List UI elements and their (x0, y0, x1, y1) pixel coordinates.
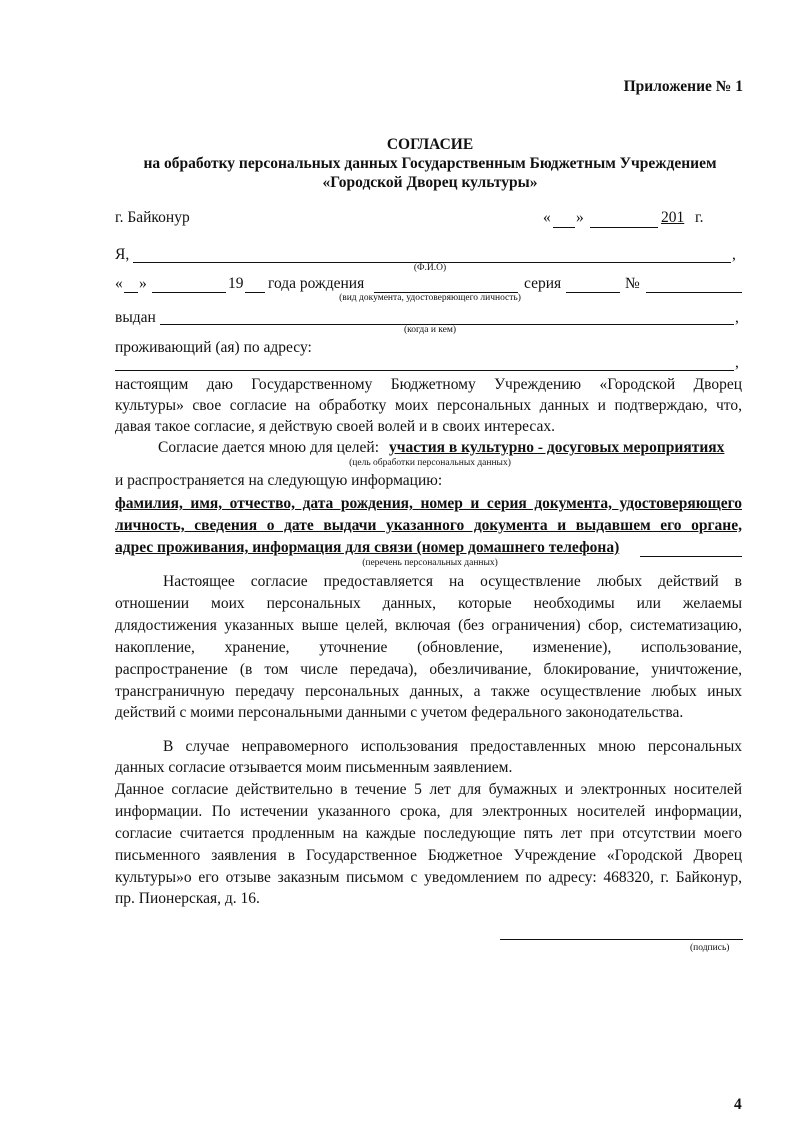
document-title: СОГЛАСИЕ (386, 136, 474, 153)
purpose-value: участия в культурно - досуговых мероприятиях (389, 439, 725, 456)
series-field[interactable] (566, 292, 620, 293)
para3-line-4: письменного заявления в Государственное Бюджетное Учреждение «Городской Дворец (115, 847, 742, 864)
scope-intro: и распространяется на следующую информацию: (115, 472, 443, 489)
date-year-suffix: г. (695, 209, 704, 226)
address-field[interactable] (115, 370, 734, 371)
scope-line-3: адрес проживания, информация для связи (номер домашнего телефона) (115, 539, 620, 556)
para3-line-6: пр. Пионерская, д. 16. (115, 890, 260, 907)
signature-field[interactable] (500, 939, 743, 940)
para3-line-3: согласие считается продленным на каждые последующие пять лет при отсутствии моего (115, 825, 742, 842)
city: г. Байконур (115, 209, 190, 226)
number-field[interactable] (646, 292, 742, 293)
document-subtitle-line-2: «Городской Дворец культуры» (322, 174, 538, 191)
para1-line-4: накопление, хранение, уточнение (обновление, изменение), использование, (115, 639, 742, 656)
scope-caption: (перечень персональных данных) (362, 558, 498, 568)
para1-line-2: отношении моих персональных данных, которые необходимы или желаемы (115, 595, 742, 612)
birth-year-blank[interactable] (245, 292, 265, 293)
birth-day-blank[interactable] (124, 292, 138, 293)
consent-line-1: настоящим даю Государственному Бюджетному Учреждению «Городской Дворец (115, 376, 742, 393)
birth-day-close: » (139, 275, 147, 292)
fio-prefix: Я, (115, 246, 130, 263)
para1-line-5: распространение (в том числе передача), обезличивание, блокирование, уничтожение, (115, 661, 742, 678)
birth-label: года рождения (268, 275, 365, 292)
para1-line-3: длядостижения указанных выше целей, включая (без ограничения) сбор, систематизацию, (115, 617, 742, 634)
page-number: 4 (734, 1096, 742, 1113)
para1-line-6: трансграничную передачу персональных данных, а также осуществление любых иных (115, 683, 742, 700)
fio-comma: , (732, 246, 736, 263)
signature-caption: (подпись) (690, 943, 730, 953)
day-blank[interactable] (553, 227, 575, 228)
birth-month-blank[interactable] (152, 292, 226, 293)
series-label: серия (524, 275, 562, 292)
issued-caption: (когда и кем) (403, 325, 457, 335)
para1-line-7: действий с моими персональными данными с учетом федерального законодательства. (115, 704, 684, 721)
birth-day-open: « (115, 275, 123, 292)
birth-century: 19 (228, 275, 244, 292)
address-label: проживающий (ая) по адресу: (115, 339, 312, 356)
issued-comma: , (735, 309, 739, 326)
number-label: № (625, 275, 640, 292)
scope-line-2: личность, сведения о дате выдачи указанного документа и выдавшем его органе, (115, 517, 742, 534)
para1-line-1: Настоящее согласие предоставляется на осуществление любых действий в (163, 573, 742, 590)
para3-line-5: культуры»о его отзыве заказным письмом с уведомлением по адресу: 468320, г. Байконур, (115, 869, 742, 886)
document-type-caption: (вид документа, удостоверяющего личность) (339, 293, 521, 303)
para3-line-2: информации. По истечении указанного срока, для электронных носителей информации, (115, 803, 742, 820)
para2-line-2: данных согласие отзывается моим письменным заявлением. (115, 759, 513, 776)
para3-line-1: Данное согласие действительно в течение 5 лет для бумажных и электронных носителей (115, 781, 742, 798)
document-subtitle-line-1: на обработку персональных данных Государственным Бюджетным Учреждением (143, 155, 717, 172)
purpose-prefix: Согласие дается мною для целей: (158, 439, 380, 456)
para2-line-1: В случае неправомерного использования предоставленных мною персональных (163, 738, 742, 755)
date-year: 201 (661, 209, 685, 226)
purpose-caption: (цель обработки персональных данных) (349, 458, 511, 468)
issued-prefix: выдан (115, 309, 156, 326)
fio-caption: (Ф.И.О) (413, 263, 447, 273)
address-comma: , (735, 354, 739, 371)
month-blank[interactable] (590, 227, 658, 228)
consent-line-3: давая такое согласие, я действую своей волей и в своих интересах. (115, 418, 555, 435)
consent-line-2: культуры» свое согласие на обработку моих персональных данных и подтверждаю, что, (115, 397, 742, 414)
scope-line-3-tail (640, 556, 742, 557)
scope-line-1: фамилия, имя, отчество, дата рождения, номер и серия документа, удостоверяющего (115, 495, 742, 512)
appendix-label: Приложение № 1 (623, 78, 743, 95)
